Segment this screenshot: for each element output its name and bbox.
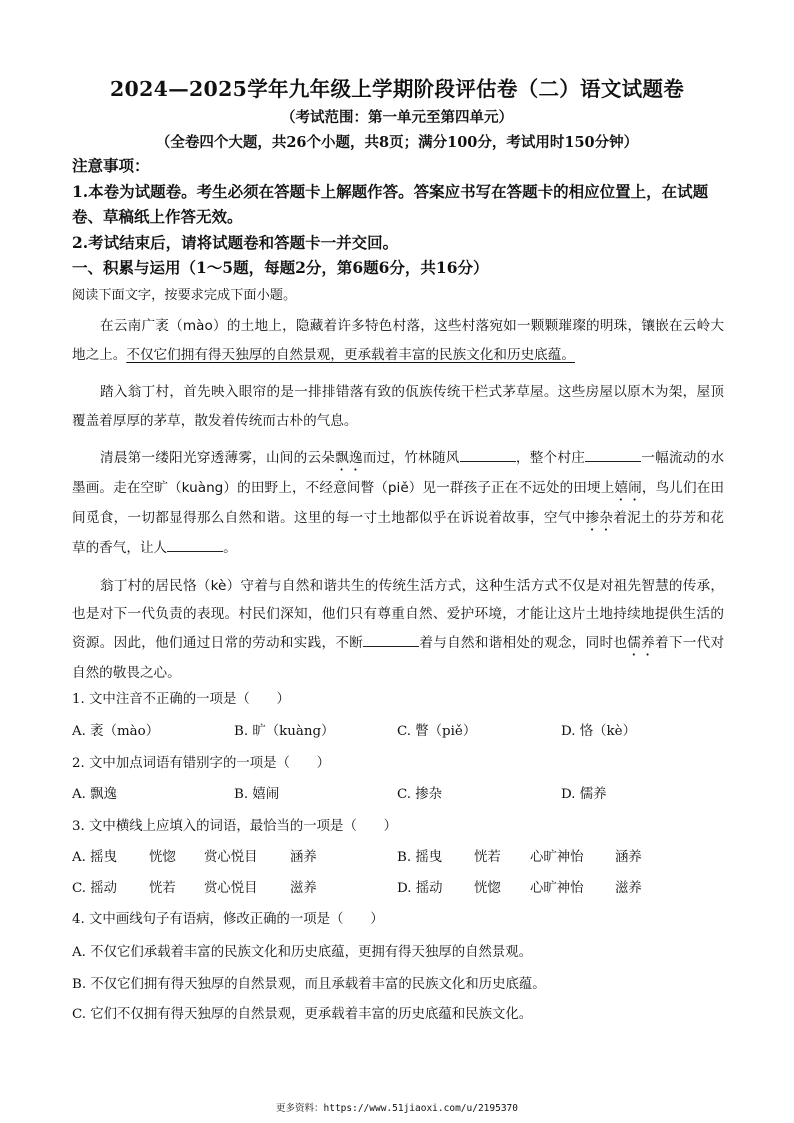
notice-item-1: 1.本卷为试题卷。考生必须在答题卡上解题作答。答案应书写在答题卡的相应位置上，在试题 [72, 182, 709, 201]
question-1-option-c: C. 瞥（piě） [397, 724, 477, 739]
reading-passage [72, 312, 724, 687]
passage-text: 而过，竹林随风 [362, 450, 460, 466]
question-3-option-b-3: 心旷神怡 [530, 850, 584, 865]
passage-text: 清晨第一缕阳光穿透薄雾，山间的云朵 [100, 450, 336, 466]
passage-text: 在云南广袤（mào）的土地上，隐藏着许多特色村落，这些村落宛如一颗颗璀璨的明珠，镶嵌在云岭大地之上。 [72, 318, 724, 363]
question-3-option-c-1: C. 摇动 [72, 881, 118, 896]
passage-paragraph-2: 踏入翁丁村，首先映入眼帘的是一排排错落有致的佤族传统干栏式茅草屋。这些房屋以原木为架，屋顶覆盖着厚厚的茅草，散发着传统而古朴的气息。 [72, 384, 724, 429]
dotted-word: 儒养 [627, 634, 655, 651]
reading-instruction: 阅读下面文字，按要求完成下面小题。 [72, 288, 297, 303]
question-3-option-a-3: 赏心悦目 [204, 850, 258, 865]
fill-blank-4 [363, 632, 419, 647]
question-1-option-a: A. 袤（mào） [72, 724, 160, 739]
passage-text: ，整个村庄 [515, 450, 586, 466]
exam-scope: （考试范围：第一单元至第四单元） [281, 109, 513, 126]
question-1-option-d: D. 恪（kè） [561, 724, 636, 739]
notice-heading: 注意事项： [72, 156, 150, 175]
question-3-option-a-4: 涵养 [290, 850, 317, 865]
dotted-word: 掺杂 [585, 510, 614, 526]
fill-blank-1 [460, 447, 516, 462]
question-1-option-b: B. 旷（kuàng） [234, 724, 335, 739]
question-3-option-b-2: 恍若 [474, 850, 501, 865]
passage-text: 着与自然和谐相处的观念，同时也 [419, 634, 628, 651]
question-3-option-d-3: 心旷神怡 [530, 881, 584, 896]
question-3-option-a-2: 恍惚 [149, 850, 176, 865]
question-2-option-d: D. 儒养 [561, 787, 607, 802]
question-4-option-c: C. 它们不仅拥有得天独厚的自然景观，更承载着丰富的历史底蕴和民族文化。 [72, 1007, 533, 1022]
passage-paragraph-4 [72, 572, 724, 688]
question-2-option-c: C. 掺杂 [397, 787, 443, 802]
underlined-sentence: 不仅它们拥有得天独厚的自然景观，更承载着丰富的民族文化和历史底蕴。 [126, 346, 575, 363]
question-2-stem: 2. 文中加点词语有错别字的一项是（ ） [72, 756, 331, 771]
notice-item-2: 2.考试结束后，请将试题卷和答题卡一并交回。 [72, 233, 399, 252]
passage-text: 着下一代对自然的敬畏之心。 [72, 634, 725, 681]
question-3-option-a-1: A. 摇曳 [72, 850, 117, 865]
question-4-option-a: A. 不仅它们承载着丰富的民族文化和历史底蕴，更拥有得天独厚的自然景观。 [72, 945, 533, 960]
passage-text: 着泥土的芬芳和花草的香气，让人 [72, 510, 725, 556]
fill-blank-3 [167, 537, 223, 552]
question-4-stem: 4. 文中画线句子有语病，修改正确的一项是（ ） [72, 912, 384, 927]
notice-item-1-cont: 卷、草稿纸上作答无效。 [72, 207, 243, 226]
question-3-stem: 3. 文中横线上应填入的词语，最恰当的一项是（ ） [72, 819, 398, 834]
exam-title: 2024—2025学年九年级上学期阶段评估卷（二）语文试题卷 [109, 77, 685, 101]
passage-text: 一幅流动的水墨画。走在空旷（kuàng）的田野上，不经意间瞥（piě）见一群孩子正在不远处的田埂上 [72, 450, 725, 496]
exam-info: （全卷四个大题，共26个小题，共8页；满分100分，考试用时150分钟） [155, 134, 639, 151]
question-3-option-b-1: B. 摇曳 [397, 850, 443, 865]
section-1-heading: 一、积累与运用（1～5题，每题2分，第6题6分，共16分） [72, 258, 489, 277]
passage-paragraph-3 [72, 444, 724, 563]
question-3-option-d-2: 恍惚 [474, 881, 501, 896]
dotted-word: 飘逸 [335, 450, 363, 466]
question-3-option-c-3: 赏心悦目 [204, 881, 258, 896]
fill-blank-2 [585, 447, 641, 462]
question-2-option-a: A. 飘逸 [72, 787, 117, 802]
footer-source-link[interactable]: 更多资料：https://www.51jiaoxi.com/u/2195370 [276, 1103, 518, 1114]
question-3-option-b-4: 涵养 [615, 850, 642, 865]
question-3-option-c-4: 滋养 [290, 881, 317, 896]
question-3-option-d-4: 滋养 [615, 881, 642, 896]
passage-text: 翁丁村的居民恪（kè）守着与自然和谐共生的传统生活方式，这种生活方式不仅是对祖先智慧的传承，也是对下一代负责的表现。村民们深知，他们只有尊重自然、爱护环境，才能让这片土地持续地提供生活的资源。因此，他们通过日常的劳动和实践，不断 [72, 577, 724, 651]
question-1-stem: 1. 文中注音不正确的一项是（ ） [72, 692, 290, 707]
question-2-option-b: B. 嬉闹 [234, 787, 280, 802]
passage-text: ，鸟儿们在田间觅食，一切都显得那么自然和谐。这里的每一寸土地都似乎在诉说着故事，空气中 [72, 480, 724, 526]
dotted-word: 嬉闹 [614, 480, 642, 496]
passage-text: 。 [223, 540, 237, 556]
question-4-option-b: B. 不仅它们拥有得天独厚的自然景观，而且承载着丰富的民族文化和历史底蕴。 [72, 977, 546, 992]
question-3-option-d-1: D. 摇动 [397, 881, 443, 896]
question-3-option-c-2: 恍若 [149, 881, 176, 896]
passage-paragraph-1 [72, 312, 724, 369]
